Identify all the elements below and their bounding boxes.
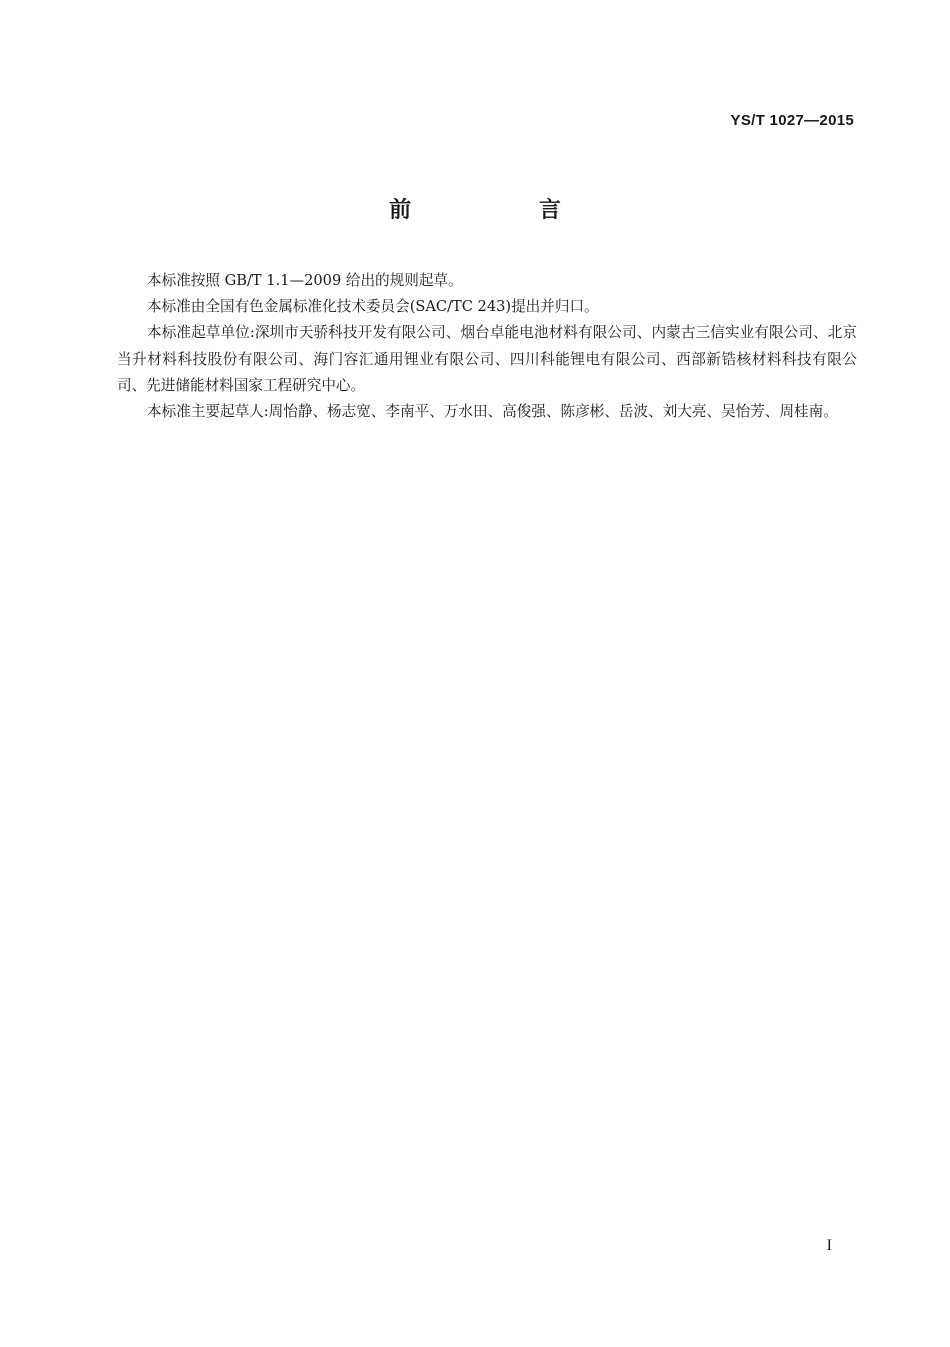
- paragraph-proposer: 本标准由全国有色金属标准化技术委员会(SAC/TC 243)提出并归口。: [147, 298, 599, 316]
- preface-body: [117, 268, 857, 425]
- page-number: I: [826, 1237, 832, 1254]
- paragraph-drafters: 本标准主要起草人:周怡静、杨志宽、李南平、万水田、高俊强、陈彦彬、岳波、刘大亮、吴怡芳、周桂南。: [147, 403, 838, 421]
- paragraph-drafting-rules: 本标准按照 GB/T 1.1—2009 给出的规则起草。: [147, 272, 463, 289]
- standard-code: YS/T 1027—2015: [730, 112, 854, 129]
- paragraph-drafting-units: 本标准起草单位:深圳市天骄科技开发有限公司、烟台卓能电池材料有限公司、内蒙古三信实业有限公司、北京当升材料科技股份有限公司、海门容汇通用锂业有限公司、四川科能锂电有限公司、西部新锆核材料科技有限公司、先进储能材料国家工程研究中心。: [117, 324, 857, 394]
- page-title: 前 言: [389, 198, 621, 223]
